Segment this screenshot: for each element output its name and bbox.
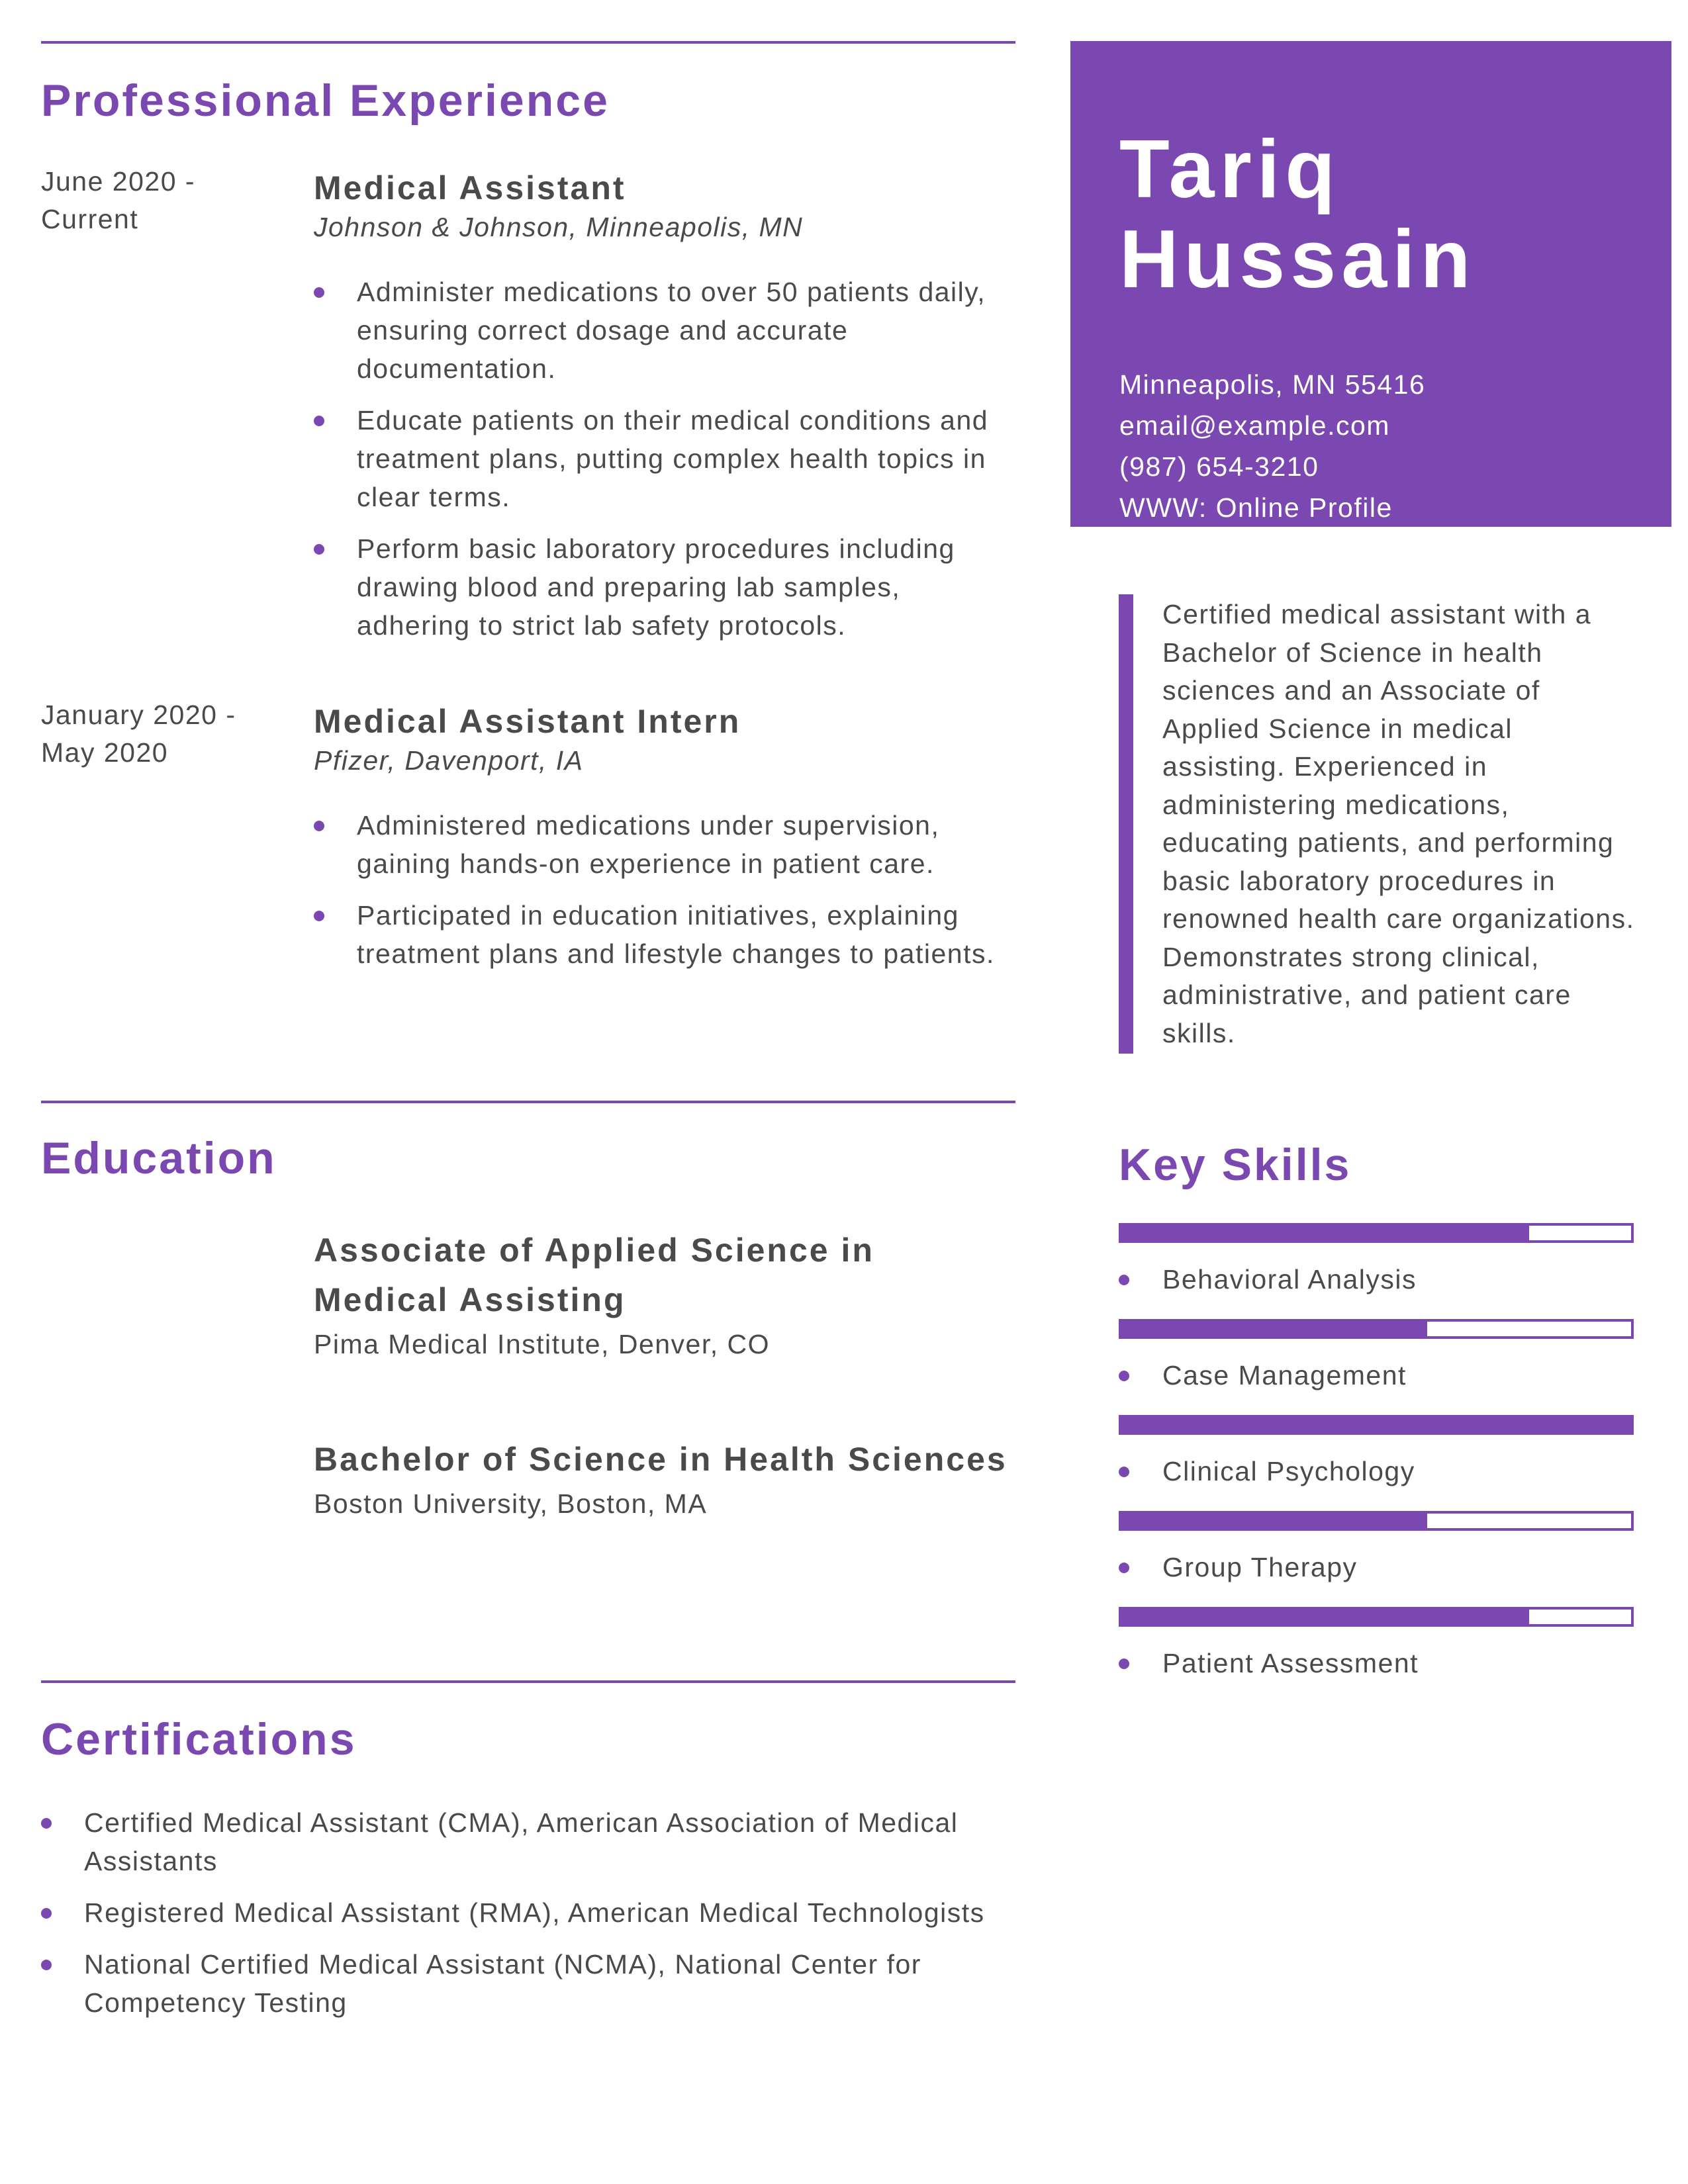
skill-level-fill [1121, 1226, 1529, 1240]
list-item: National Certified Medical Assistant (NCMA), National Center for Competency Testing [41, 1945, 1015, 2022]
skill-level-bar [1119, 1511, 1634, 1531]
education-degree: Bachelor of Science in Health Sciences [314, 1441, 1008, 1478]
skill-item [1119, 1452, 1679, 1490]
list-item: Administer medications to over 50 patients daily, ensuring correct dosage and accurate documentation. [314, 273, 1015, 388]
bullet-icon [314, 544, 324, 555]
skill-level-fill [1121, 1322, 1427, 1336]
job-date-start: January 2020 - [41, 700, 236, 730]
skill-level-bar [1119, 1223, 1634, 1243]
list-item: Perform basic laboratory procedures including drawing blood and preparing lab samples, adhering to strict lab safety protocols. [314, 529, 1015, 645]
summary-accent-bar [1119, 594, 1133, 1054]
last-name: Hussain [1119, 214, 1476, 305]
skill-item [1119, 1644, 1679, 1682]
skill-item [1119, 1548, 1679, 1586]
skill-name: Behavioral Analysis [1162, 1264, 1417, 1295]
name-header-box [1070, 41, 1671, 527]
section-divider [41, 1101, 1015, 1103]
professional-summary: Certified medical assistant with a Bachelor of Science in health sciences and an Associate of Applied Science in medical assisting. Experienced in administering medications, educating patients, and performing basic laboratory procedures in renowned health care organizations. Demonstrates strong clinical, administrative, and patient care skills. [1162, 599, 1635, 1048]
first-name: Tariq [1119, 124, 1340, 215]
bullet-icon [1119, 1659, 1129, 1669]
job-entry [314, 168, 1015, 645]
job-date [41, 696, 293, 772]
bullet-icon [1119, 1563, 1129, 1573]
certifications-list [41, 1803, 1015, 2022]
job-date [41, 163, 293, 238]
bullet-icon [1119, 1467, 1129, 1477]
education-entry [314, 1226, 1015, 1363]
skill-level-bar [1119, 1319, 1634, 1339]
skills-heading: Key Skills [1119, 1140, 1352, 1190]
bullet-icon [314, 287, 324, 298]
experience-heading: Professional Experience [41, 75, 610, 126]
list-item: Registered Medical Assistant (RMA), American Medical Technologists [41, 1893, 1015, 1932]
job-title: Medical Assistant Intern [314, 703, 741, 740]
education-heading: Education [41, 1133, 277, 1183]
section-divider [41, 41, 1015, 44]
bullet-icon [41, 1818, 52, 1829]
contact-website[interactable]: WWW: Online Profile [1119, 492, 1393, 523]
skill-level-fill [1121, 1514, 1427, 1528]
job-bullets [314, 273, 1015, 645]
contact-location: Minneapolis, MN 55416 [1119, 369, 1426, 400]
bullet-icon [41, 1908, 52, 1919]
skill-level-fill [1121, 1610, 1529, 1624]
job-company: Pfizer, Davenport, IA [314, 745, 584, 776]
job-title: Medical Assistant [314, 169, 626, 206]
section-divider [41, 1680, 1015, 1683]
education-entry [314, 1435, 1015, 1523]
skill-level-bar [1119, 1607, 1634, 1627]
skill-name: Case Management [1162, 1360, 1407, 1390]
contact-phone[interactable]: (987) 654-3210 [1119, 451, 1319, 482]
certifications-heading: Certifications [41, 1714, 357, 1764]
job-bullets [314, 806, 1015, 973]
job-date-end: Current [41, 204, 139, 234]
bullet-icon [314, 911, 324, 921]
list-item: Certified Medical Assistant (CMA), American Association of Medical Assistants [41, 1803, 1015, 1880]
contact-email[interactable]: email@example.com [1119, 410, 1390, 441]
skill-name: Patient Assessment [1162, 1648, 1419, 1678]
skill-item [1119, 1356, 1679, 1394]
job-company: Johnson & Johnson, Minneapolis, MN [314, 212, 804, 242]
skill-name: Clinical Psychology [1162, 1456, 1415, 1486]
skill-level-fill [1121, 1418, 1631, 1432]
contact-info [1119, 364, 1649, 528]
education-school: Pima Medical Institute, Denver, CO [314, 1329, 771, 1359]
skill-level-bar [1119, 1415, 1634, 1435]
job-date-end: May 2020 [41, 737, 169, 768]
education-school: Boston University, Boston, MA [314, 1488, 708, 1519]
bullet-icon [1119, 1275, 1129, 1285]
skill-item [1119, 1260, 1679, 1298]
job-entry [314, 702, 1015, 973]
list-item: Educate patients on their medical conditions and treatment plans, putting complex health topics in clear terms. [314, 401, 1015, 516]
skill-name: Group Therapy [1162, 1552, 1358, 1582]
job-date-start: June 2020 - [41, 166, 196, 197]
bullet-icon [41, 1960, 52, 1970]
list-item: Administered medications under supervision, gaining hands-on experience in patient care. [314, 806, 1015, 883]
candidate-name [1119, 124, 1476, 304]
education-degree: Associate of Applied Science in Medical Assisting [314, 1232, 874, 1318]
bullet-icon [1119, 1371, 1129, 1381]
bullet-icon [314, 416, 324, 426]
list-item: Participated in education initiatives, explaining treatment plans and lifestyle changes to patients. [314, 896, 1015, 973]
bullet-icon [314, 821, 324, 831]
